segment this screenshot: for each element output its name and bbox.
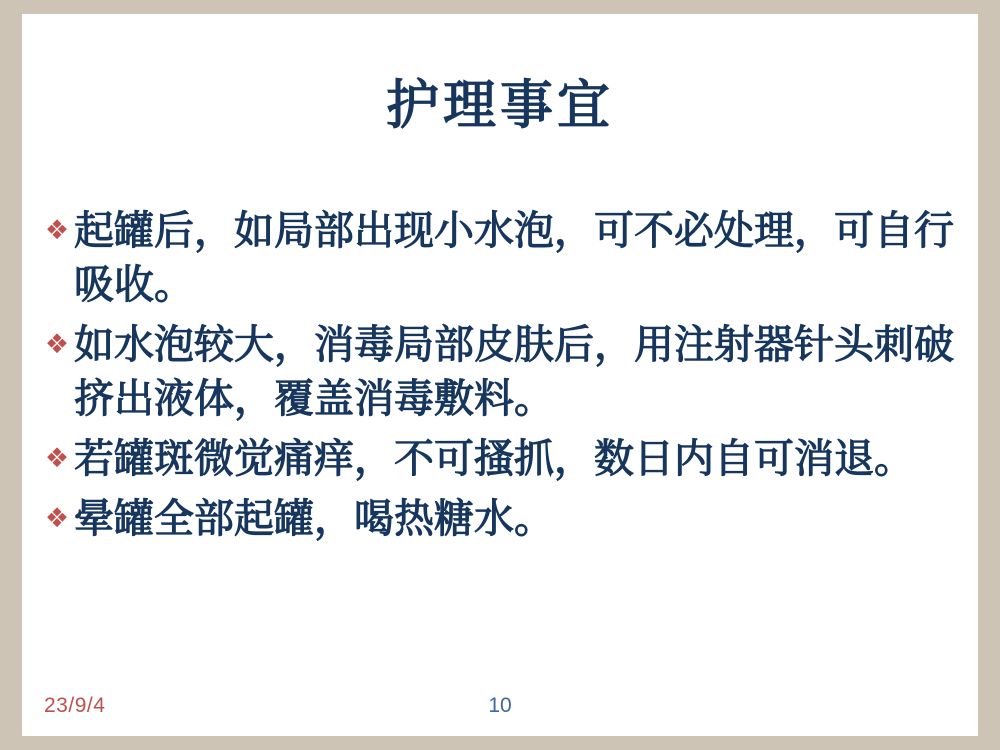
list-item-text: 若罐斑微觉痛痒，不可搔抓，数日内自可消退。 [74, 435, 914, 482]
diamond-bullet-icon: ❖ [44, 215, 70, 246]
list-item [40, 318, 960, 426]
diamond-bullet-icon: ❖ [44, 329, 70, 360]
list-item [40, 204, 960, 312]
list-item [40, 432, 960, 486]
list-item [40, 492, 960, 546]
diamond-bullet-icon: ❖ [44, 503, 70, 534]
footer-date: 23/9/4 [44, 694, 106, 717]
list-item-text: 晕罐全部起罐，喝热糖水。 [74, 495, 554, 542]
list-item-text: 起罐后，如局部出现小水泡，可不必处理，可自行吸收。 [74, 207, 954, 308]
page-title: 护理事宜 [386, 74, 614, 136]
slide-canvas [22, 14, 978, 736]
bullet-list [40, 204, 960, 552]
list-item-text: 如水泡较大，消毒局部皮肤后，用注射器针头刺破挤出液体，覆盖消毒敷料。 [74, 321, 954, 422]
footer-page-number: 10 [488, 694, 512, 717]
diamond-bullet-icon: ❖ [44, 443, 70, 474]
